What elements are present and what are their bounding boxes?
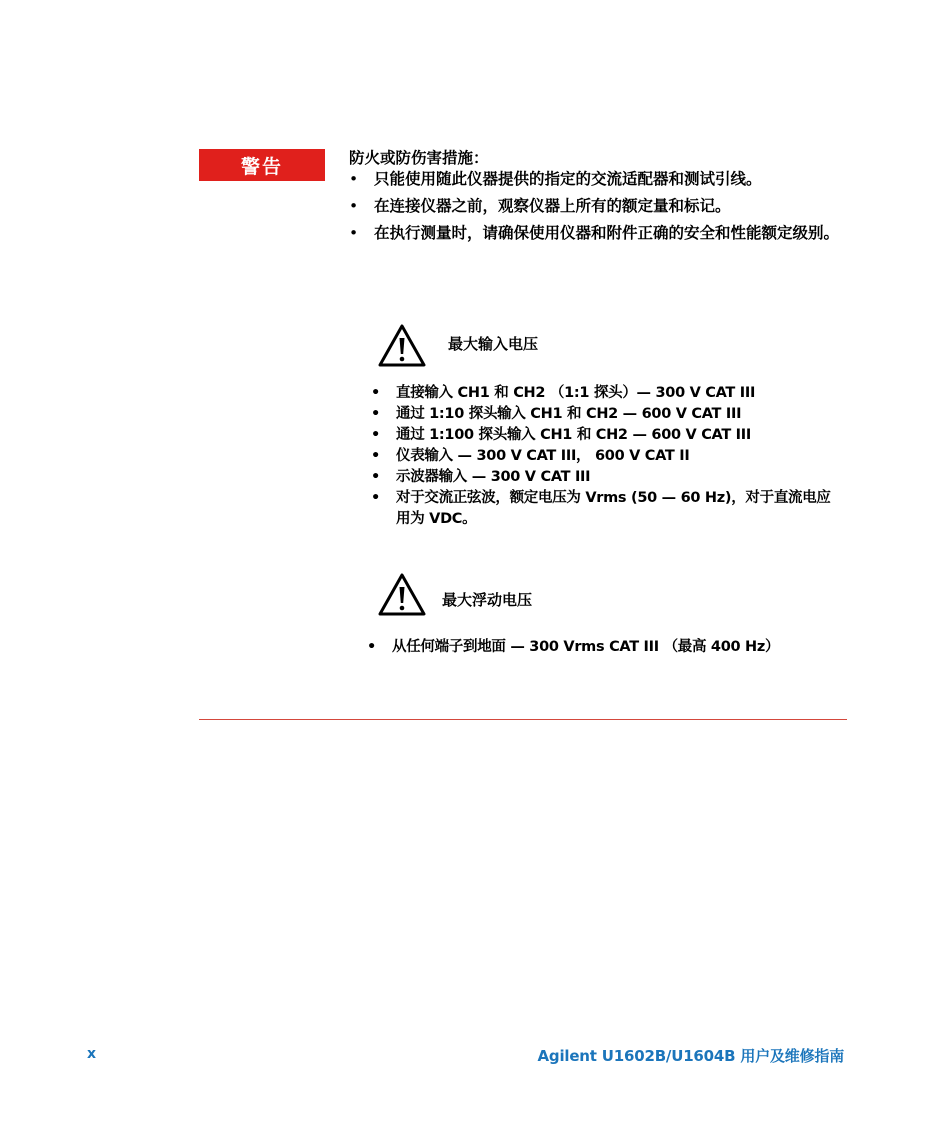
spec-item — [371, 404, 841, 425]
warning-list — [349, 169, 849, 250]
warning-item-text: 在连接仪器之前，观察仪器上所有的额定量和标记。 — [374, 197, 731, 215]
spec-item-text: 通过 1:100 探头输入 CH1 和 CH2 — 600 V CAT III — [396, 427, 751, 443]
spec-item — [371, 446, 841, 467]
spec-item-text: 仪表输入 — 300 V CAT III， 600 V CAT II — [396, 448, 690, 464]
spec-item — [371, 383, 841, 404]
bullet: • — [371, 448, 380, 464]
bullet: • — [371, 406, 380, 422]
spec-item-text: 通过 1:10 探头输入 CH1 和 CH2 — 600 V CAT III — [396, 406, 742, 422]
spec-item-text: 示波器输入 — 300 V CAT III — [396, 469, 591, 485]
warning-item-text: 在执行测量时，请确保使用仪器和附件正确的安全和性能额定级别。 — [374, 224, 840, 242]
max-input-list — [371, 383, 841, 530]
spec-item — [371, 467, 841, 488]
bullet: • — [349, 224, 359, 242]
bullet: • — [371, 427, 380, 443]
warning-heading: 防火或防伤害措施： — [349, 149, 489, 167]
bullet: • — [367, 639, 376, 655]
max-input-title: 最大输入电压 — [448, 335, 539, 353]
max-input-caution — [377, 323, 427, 369]
caution-triangle-icon — [377, 572, 427, 618]
bullet: • — [349, 197, 359, 215]
bullet: • — [371, 490, 380, 506]
section-divider — [199, 719, 847, 720]
spec-item-text: 从任何端子到地面 — 300 Vrms CAT III （最高 400 Hz） — [392, 639, 780, 655]
spec-item — [371, 425, 841, 446]
max-floating-title: 最大浮动电压 — [442, 591, 533, 609]
warning-item — [349, 196, 849, 216]
warning-item — [349, 169, 849, 189]
spec-item-text: 直接输入 CH1 和 CH2 （1:1 探头）— 300 V CAT III — [396, 385, 756, 401]
warning-badge — [199, 149, 325, 181]
warning-item — [349, 223, 849, 243]
warning-item-text: 只能使用随此仪器提供的指定的交流适配器和测试引线。 — [374, 170, 762, 188]
caution-triangle-icon — [377, 323, 427, 369]
warning-badge-label: 警告 — [240, 155, 283, 178]
spec-item — [367, 637, 837, 658]
max-floating-list — [367, 637, 837, 658]
spec-item-text: 对于交流正弦波，额定电压为 Vrms (50 — 60 Hz)，对于直流电应用为 VDC。 — [396, 490, 831, 527]
bullet: • — [371, 385, 380, 401]
max-floating-caution — [377, 572, 427, 618]
bullet: • — [371, 469, 380, 485]
bullet: • — [349, 170, 359, 188]
page-number: x — [87, 1046, 97, 1062]
spec-item — [371, 488, 841, 530]
footer-title: Agilent U1602B/U1604B 用户及维修指南 — [537, 1047, 844, 1065]
